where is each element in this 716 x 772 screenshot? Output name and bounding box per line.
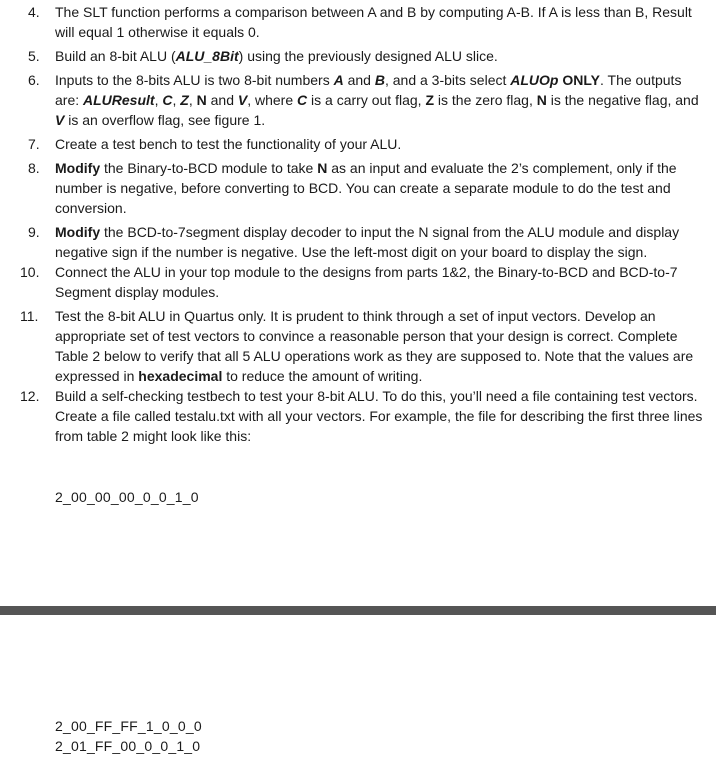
list-item (0, 70, 716, 130)
list-item (0, 386, 716, 446)
list-item-text: Build an 8-bit ALU ( (55, 48, 176, 64)
list-item-text: C (297, 92, 308, 108)
list-item-text: ONLY (558, 72, 600, 88)
list-item-text: Build a self-checking testbech to test your 8-bit ALU. To do this, you’ll need a file containing test vectors. Create a file called testalu.txt with all your vectors. For example, the file for describing the first three lines from table 2 might look like this: (55, 388, 703, 444)
list-item (0, 134, 716, 154)
list-item-text: is the negative flag, and (546, 92, 699, 108)
test-vector-line: 2_00_FF_FF_1_0_0_0 (55, 718, 202, 734)
instruction-list (0, 2, 716, 446)
list-item-text: and (206, 92, 238, 108)
list-item-text: . The outputs are: (55, 72, 682, 108)
list-item-text: Create a test bench to test the functionality of your ALU. (55, 136, 402, 152)
list-item-text: , (188, 92, 197, 108)
list-item-text: The SLT function performs a comparison between A and B by computing A-B. If A is less than B, Result will equal 1 otherwise it equals 0. (55, 4, 692, 40)
list-item (0, 46, 716, 66)
list-item-text: Modify (55, 160, 101, 176)
list-item-text: Z (425, 92, 434, 108)
list-item-text: , (154, 92, 163, 108)
list-item-number: 7. (28, 136, 40, 152)
list-item-text: the Binary-to-BCD module to take (100, 160, 318, 176)
test-vector-line: 2_01_FF_00_0_0_1_0 (55, 738, 201, 754)
list-item-text: Modify (55, 224, 101, 240)
list-item (0, 158, 716, 218)
list-item-text: V (237, 92, 248, 108)
list-item-text: A (333, 72, 344, 88)
list-item-text: ALU_8Bit (175, 48, 239, 64)
list-item-text: C (162, 92, 173, 108)
list-item (0, 2, 716, 42)
list-item-number: 12. (20, 388, 40, 404)
list-item-text: , and a 3-bits select (384, 72, 511, 88)
list-item-text: Test the 8-bit ALU in Quartus only. It is prudent to think through a set of input vectors. Develop an appropriate set of test vectors to convince a reasonable person that your design is correct. Complete Table 2 below to verify that all 5 ALU operations work as they are supposed to. Note that the values are expressed in (55, 308, 694, 384)
list-item-text: ALUOp (510, 72, 559, 88)
list-item-number: 8. (28, 160, 40, 176)
list-item-text: hexadecimal (138, 368, 223, 384)
list-item-text: N (317, 160, 328, 176)
list-item-number: 11. (20, 308, 39, 324)
list-item-number: 10. (20, 264, 40, 280)
list-item-text: ALUResult (83, 92, 155, 108)
list-item-text: the BCD-to-7segment display decoder to input the N signal from the ALU module and display negative sign if the number is negative. Use the left-most digit on your board to display the sign. (55, 224, 680, 260)
list-item-text: to reduce the amount of writing. (222, 368, 423, 384)
list-item-text: is an overflow flag, see figure 1. (64, 112, 266, 128)
list-item (0, 306, 716, 386)
list-item-text: as an input and evaluate the 2’s complement, only if the number is negative, before converting to BCD. You can create a separate module to do the test and conversion. (55, 160, 677, 216)
list-item-text: ) using the previously designed ALU slice. (238, 48, 498, 64)
list-item-text: is a carry out flag, (307, 92, 426, 108)
list-item-text: Connect the ALU in your top module to the designs from parts 1&2, the Binary-to-BCD and BCD-to-7 Segment display modules. (55, 264, 678, 300)
list-item-number: 9. (28, 224, 40, 240)
list-item-text: and (343, 72, 375, 88)
list-item-text: N (536, 92, 547, 108)
list-item (0, 222, 716, 262)
test-vector-line: 2_00_00_00_0_0_1_0 (55, 489, 199, 505)
list-item (0, 262, 716, 302)
list-item-text: N (196, 92, 207, 108)
list-item-text: V (55, 112, 65, 128)
list-item-number: 4. (28, 4, 40, 20)
page-divider (0, 606, 716, 615)
list-item-text: Inputs to the 8-bits ALU is two 8-bit numbers (55, 72, 334, 88)
list-item-number: 5. (28, 48, 40, 64)
list-item-text: Z (180, 92, 189, 108)
list-item-text: B (374, 72, 385, 88)
list-item-number: 6. (28, 72, 40, 88)
list-item-text: is the zero flag, (434, 92, 537, 108)
list-item-text: , (172, 92, 181, 108)
list-item-text: , where (247, 92, 298, 108)
